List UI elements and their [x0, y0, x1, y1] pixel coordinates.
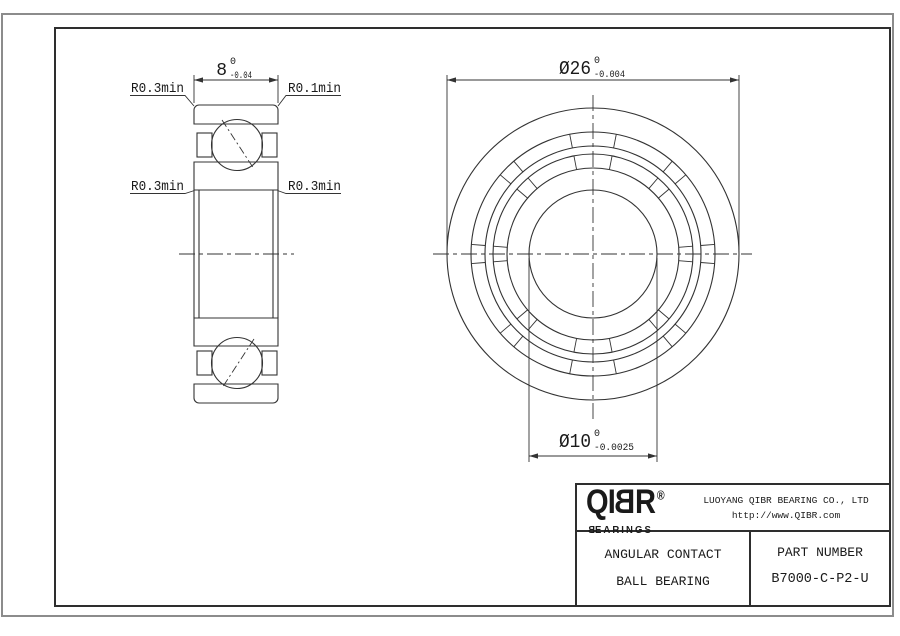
inner-ring-top-section — [194, 162, 278, 190]
dim-bore-tol-lower: -0.0025 — [594, 443, 634, 454]
part-number-cell — [751, 532, 889, 607]
company-info — [683, 485, 889, 530]
arrowhead-left — [194, 77, 203, 82]
logo-wordmark — [586, 481, 671, 525]
outer-ring-top-section — [194, 105, 278, 124]
ball-top — [212, 120, 263, 171]
product-line1: ANGULAR CONTACT — [604, 547, 722, 562]
dim-od-value: Ø26 — [559, 58, 591, 80]
logo-text-end: R — [635, 481, 656, 521]
dim-width-tol-upper: 0 — [230, 57, 237, 68]
section-view — [130, 57, 341, 403]
leader-top-left: R0.3min — [131, 81, 184, 97]
logo-text: QI — [586, 481, 615, 521]
outer-ring-bottom-section — [194, 384, 278, 403]
company-name: LUOYANG QIBR BEARING CO., LTD — [703, 494, 869, 506]
dim-od-tol-upper: 0 — [594, 56, 601, 67]
leader-mid-left: R0.3min — [131, 179, 184, 195]
logo-mirrored-b: B — [614, 481, 636, 521]
dim-width-value: 8 — [216, 61, 227, 81]
title-block — [575, 483, 891, 607]
company-logo — [577, 481, 683, 536]
leader-mid-right: R0.3min — [288, 179, 341, 195]
logo-sub-text: EARINGS — [594, 525, 653, 536]
front-view — [433, 56, 752, 462]
cage-section-top-left — [197, 133, 212, 157]
logo-subtitle — [586, 525, 678, 536]
cage-section-top-right — [262, 133, 277, 157]
company-website: http://www.QIBR.com — [731, 509, 841, 521]
cage-section-bottom-right — [262, 351, 277, 375]
title-block-header-row — [577, 481, 889, 536]
part-number-label: PART NUMBER — [777, 545, 863, 560]
dim-width-tol-lower: -0.04 — [230, 71, 252, 82]
leader-labels — [130, 81, 341, 195]
arrowhead-right — [269, 77, 278, 82]
arrowhead-right — [648, 453, 657, 458]
dim-bore-tol-upper: 0 — [594, 429, 601, 440]
arrowhead-left — [447, 77, 456, 82]
title-block-bottom-row — [577, 532, 889, 607]
arrowhead-left — [529, 453, 538, 458]
registered-trademark-icon: ® — [656, 487, 665, 503]
dim-od-tol-lower: -0.004 — [594, 70, 625, 81]
dim-width — [194, 57, 278, 103]
leader-top-right: R0.1min — [288, 81, 341, 97]
inner-ring-bottom-section — [194, 318, 278, 346]
logo-sub-mirrored-b: B — [586, 525, 595, 536]
part-number: B7000-C-P2-U — [771, 572, 869, 587]
product-line2: BALL BEARING — [616, 574, 710, 589]
cage-section-bottom-left — [197, 351, 212, 375]
dim-bore-value: Ø10 — [559, 431, 591, 453]
ball-bottom — [212, 338, 263, 389]
product-description — [577, 532, 751, 607]
arrowhead-right — [730, 77, 739, 82]
